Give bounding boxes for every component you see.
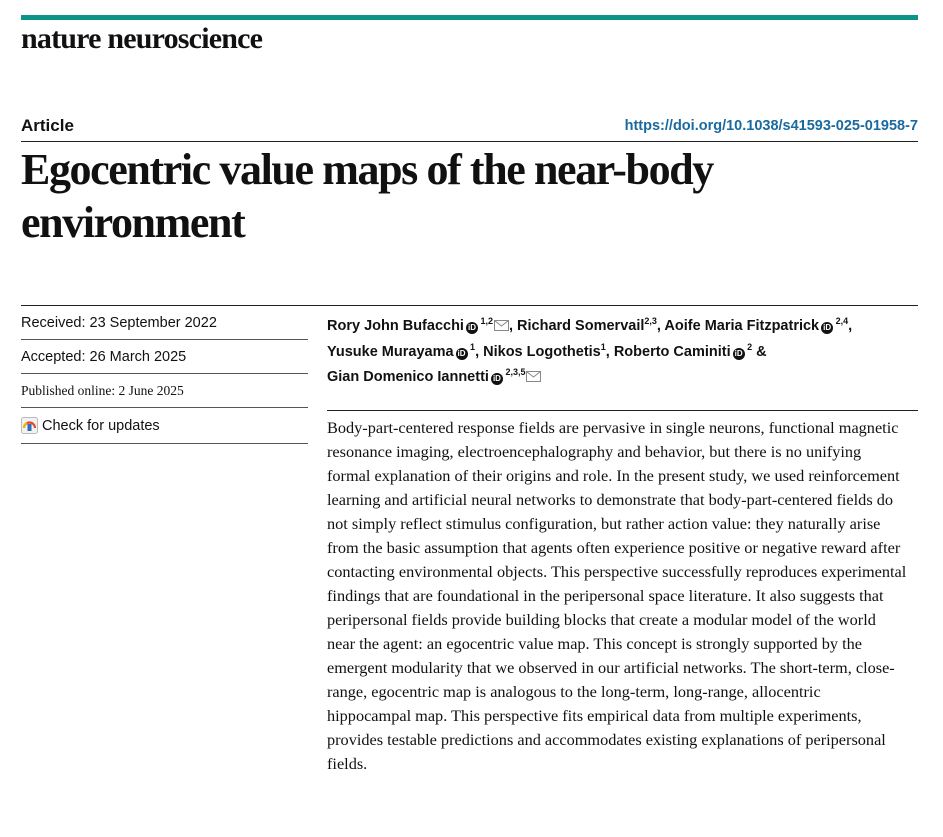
orcid-icon[interactable]: iD [457, 348, 466, 358]
article-type: Article [21, 116, 74, 135]
author-affiliation: 2,4 [833, 316, 849, 326]
author-name[interactable]: Nikos Logothetis [483, 343, 601, 360]
author-item[interactable] [327, 318, 509, 334]
author-separator: , [508, 317, 518, 334]
email-icon[interactable] [494, 320, 509, 331]
doi-link[interactable]: https://doi.org/10.1038/s41593-025-01958-7 [624, 118, 918, 134]
author-item[interactable] [664, 318, 848, 334]
author-affiliation: 2,3,5 [502, 367, 526, 378]
check-for-updates-icon [21, 417, 38, 434]
author-name[interactable]: Yusuke Murayama [327, 343, 454, 360]
check-for-updates-button[interactable] [21, 408, 308, 444]
author-affiliation: 1 [467, 341, 476, 352]
author-item[interactable] [483, 341, 606, 360]
check-for-updates-label: Check for updates [42, 417, 160, 434]
orcid-icon[interactable]: iD [492, 374, 501, 384]
article-dates-panel [21, 306, 308, 444]
accepted-date: Accepted: 26 March 2025 [21, 340, 308, 374]
author-name[interactable]: Roberto Caminiti [613, 343, 731, 360]
author-affiliation: 2 [744, 341, 753, 352]
author-item[interactable] [517, 318, 657, 334]
abstract-text: Body-part-centered response fields are pervasive in single neurons, functional magnetic resonance imaging, electroencephalography and behavior, but there is no unifying formal explanation of their origins and role. In the present study, we used reinforcement learning and artificial neural networks to demonstrate that body-part-centered fields do not simply reflect stimulus configuration, but rather action value: they naturally arise from the basic assumption that agents often experience positive or negative reward after contacting environmental objects. This perspective successfully reproduces experimental findings that are foundational in the peripersonal space literature. It also suggests that peripersonal fields provide building blocks that create a modular model of the world near the agent: an egocentric value map. This concept is strongly supported by the emergent modularity that we observed in our artificial networks. The short-term, close-range, egocentric map is analogous to the long-term, long-range, allocentric hippocampal map. This perspective fits empirical data from multiple experiments, provides testable predictions and accommodates existing explanations of peripersonal fields. [327, 418, 907, 773]
author-affiliation: 1 [600, 341, 606, 352]
author-name[interactable]: Rory John Bufacchi [327, 317, 464, 334]
journal-name[interactable]: nature neuroscience [21, 22, 263, 55]
author-affiliation: 1,2 [477, 316, 493, 326]
author-separator: , [848, 317, 853, 334]
author-name[interactable]: Gian Domenico Iannetti [327, 369, 489, 386]
abstract-divider [327, 410, 918, 411]
author-separator: , [605, 343, 614, 360]
author-name[interactable]: Aoife Maria Fitzpatrick [664, 317, 820, 334]
article-title: Egocentric value maps of the near-body environment [21, 145, 713, 247]
author-list [327, 311, 907, 388]
orcid-icon[interactable]: iD [734, 348, 743, 358]
author-separator: , [475, 343, 484, 360]
orcid-icon[interactable]: iD [467, 322, 476, 332]
author-name[interactable]: Richard Somervail [517, 317, 645, 334]
author-item[interactable] [613, 341, 753, 360]
email-icon[interactable] [526, 371, 541, 382]
author-item[interactable] [327, 341, 476, 360]
header-divider [21, 141, 918, 142]
author-separator: & [752, 343, 767, 360]
received-date: Received: 23 September 2022 [21, 306, 308, 340]
orcid-icon[interactable]: iD [823, 322, 832, 332]
author-separator: , [656, 317, 665, 334]
published-date: Published online: 2 June 2025 [21, 374, 308, 408]
author-affiliation: 2,3 [644, 316, 657, 326]
author-item[interactable] [327, 369, 541, 385]
journal-accent-bar [21, 15, 918, 20]
